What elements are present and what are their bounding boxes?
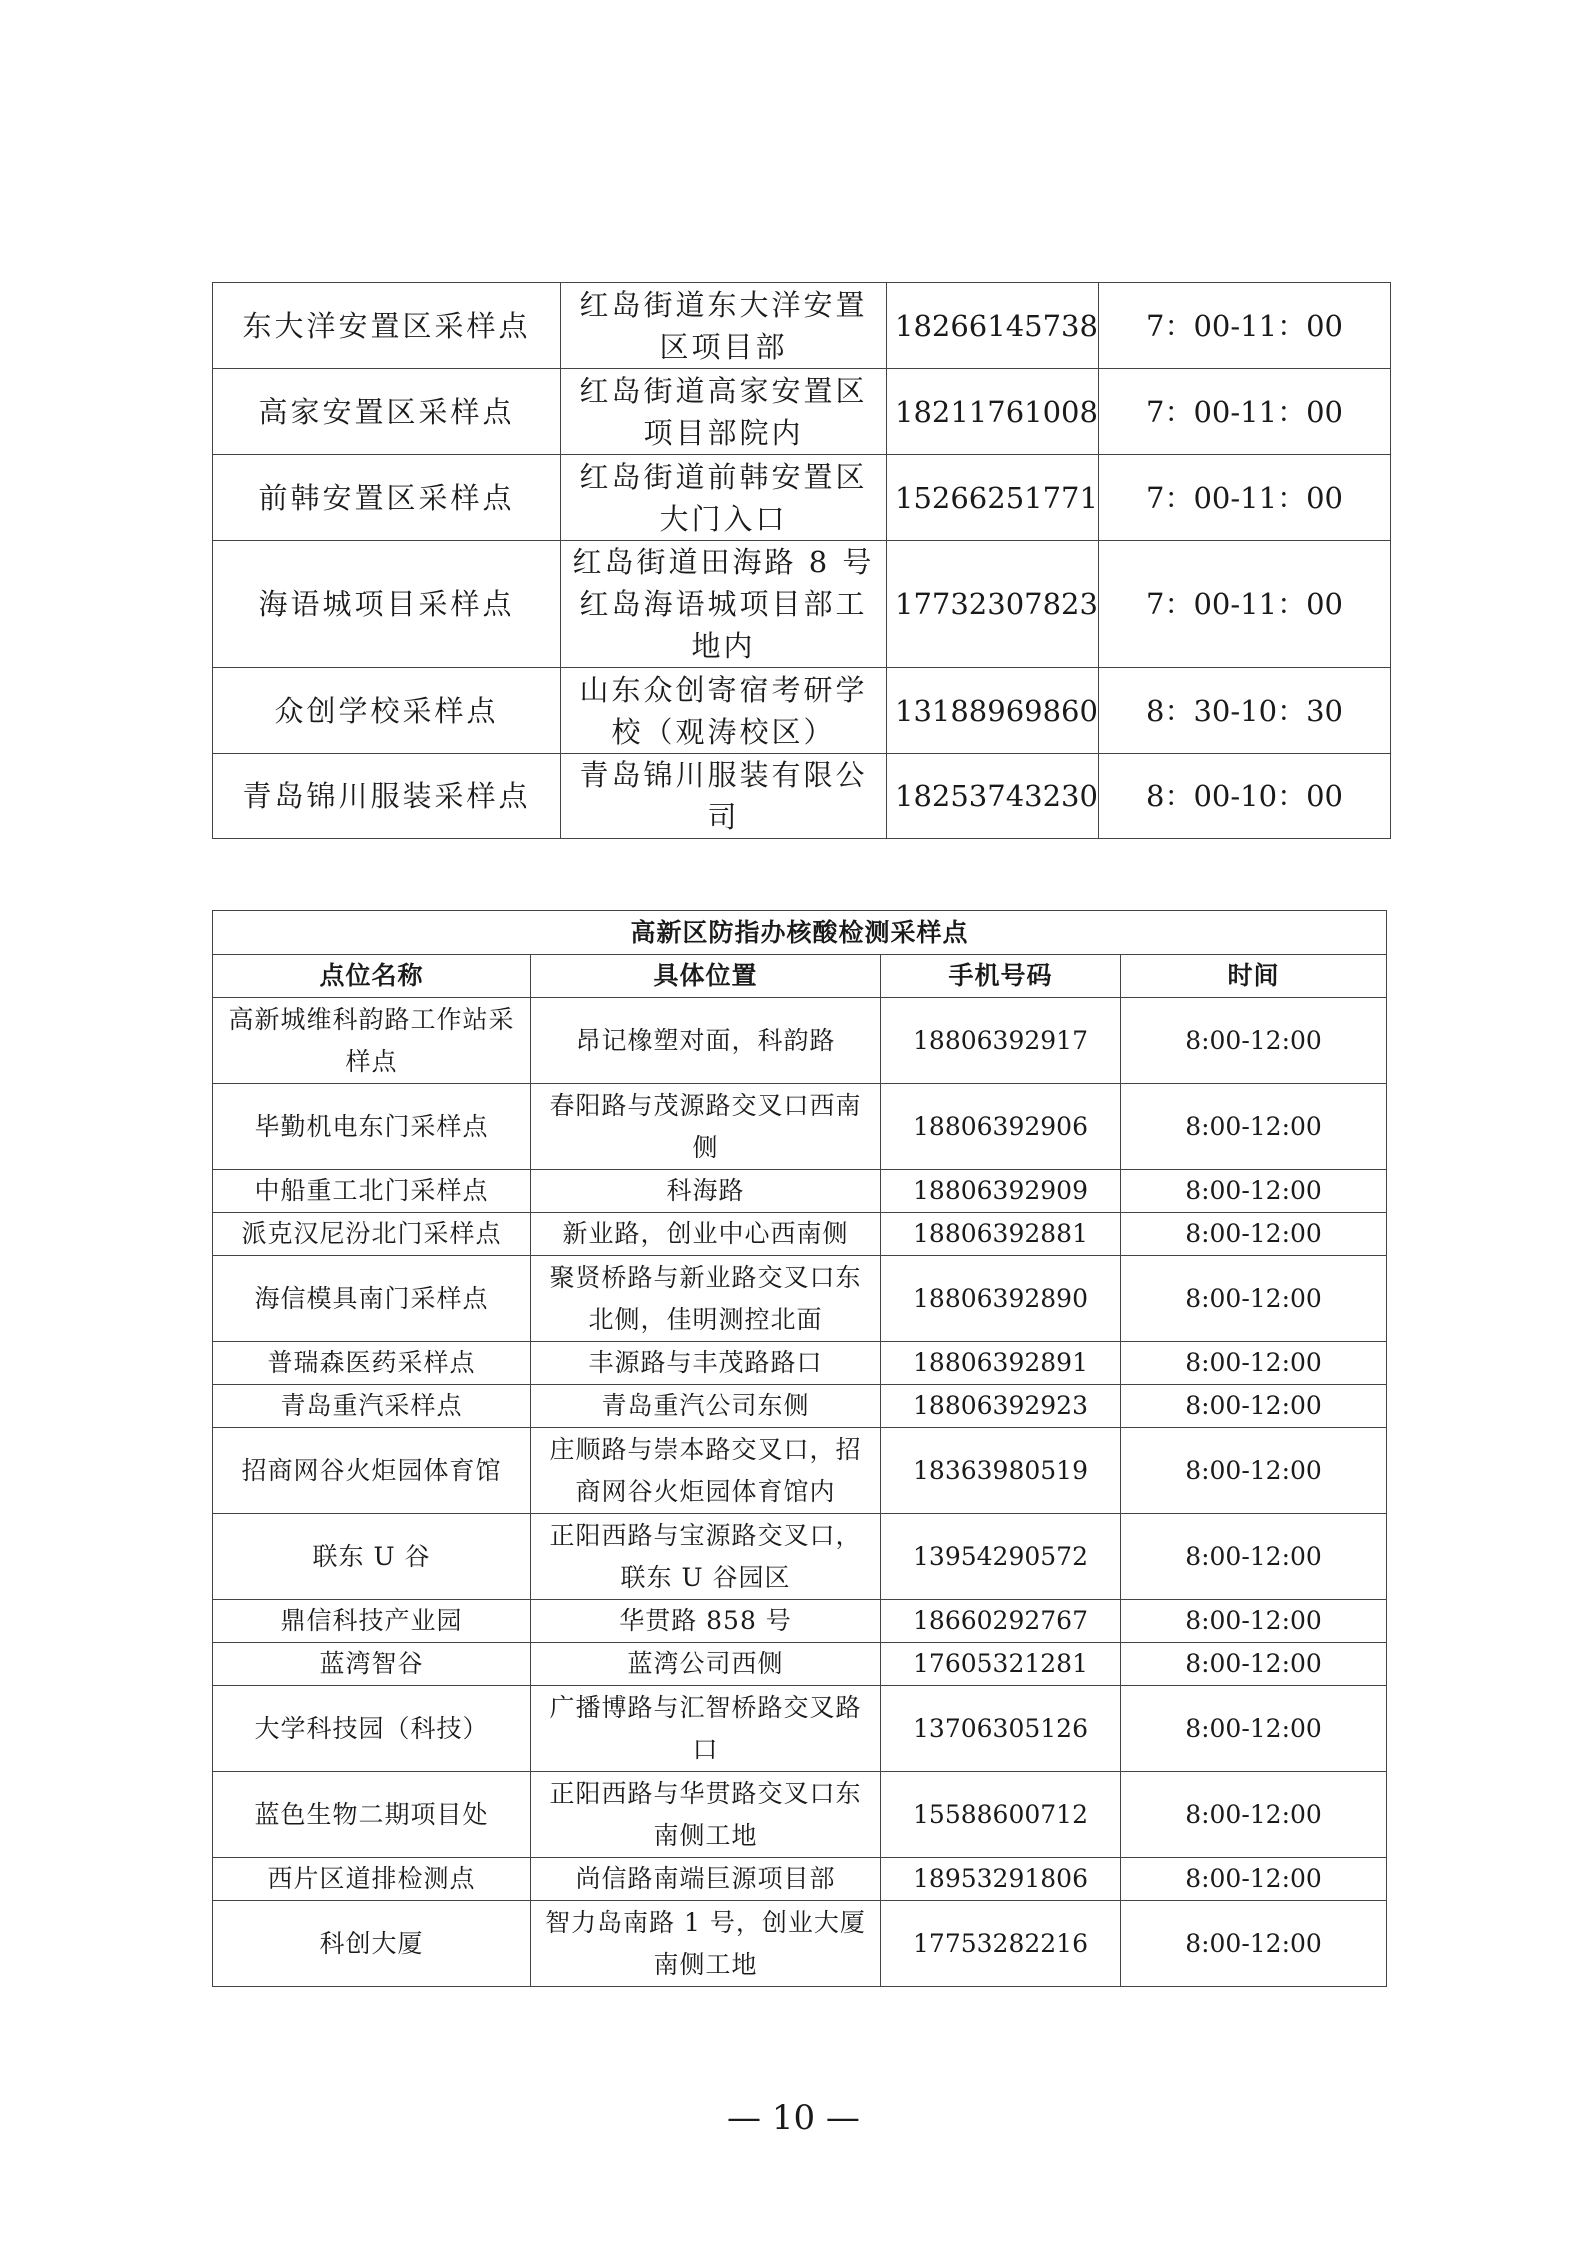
point-location: 红岛街道前韩安置区大门入口: [561, 455, 887, 541]
point-phone: 18806392881: [881, 1213, 1121, 1256]
point-time: 8：00-10：00: [1099, 754, 1391, 839]
point-location: 山东众创寄宿考研学校（观涛校区）: [561, 668, 887, 754]
sampling-points-table-continued: [212, 282, 1391, 839]
point-time: 8:00-12:00: [1121, 1428, 1387, 1514]
point-location: 尚信路南端巨源项目部: [531, 1858, 881, 1901]
point-location: 青岛重汽公司东侧: [531, 1385, 881, 1428]
point-name: 蓝色生物二期项目处: [213, 1772, 531, 1858]
point-phone: 13188969860: [887, 668, 1099, 754]
point-phone: 17753282216: [881, 1901, 1121, 1987]
table-row: [213, 455, 1391, 541]
table-row: [213, 1342, 1387, 1385]
column-header-time: 时间: [1121, 955, 1387, 998]
point-name: 东大洋安置区采样点: [213, 283, 561, 369]
point-location: 庄顺路与崇本路交叉口，招商网谷火炬园体育馆内: [531, 1428, 881, 1514]
point-location: 丰源路与丰茂路路口: [531, 1342, 881, 1385]
column-header-location: 具体位置: [531, 955, 881, 998]
page-number: — 10 —: [727, 2098, 860, 2138]
point-location: 华贯路 858 号: [531, 1600, 881, 1643]
point-name: 毕勤机电东门采样点: [213, 1084, 531, 1170]
point-location: 昂记橡塑对面，科韵路: [531, 998, 881, 1084]
table-row: [213, 1170, 1387, 1213]
point-phone: 18806392923: [881, 1385, 1121, 1428]
point-name: 联东 U 谷: [213, 1514, 531, 1600]
point-phone: 18660292767: [881, 1600, 1121, 1643]
point-location: 正阳西路与宝源路交叉口，联东 U 谷园区: [531, 1514, 881, 1600]
table-header-row: [213, 955, 1387, 998]
point-phone: 18253743230: [887, 754, 1099, 839]
point-time: 8:00-12:00: [1121, 998, 1387, 1084]
point-location: 广播博路与汇智桥路交叉路口: [531, 1686, 881, 1772]
point-phone: 15266251771: [887, 455, 1099, 541]
point-name: 高新城维科韵路工作站采样点: [213, 998, 531, 1084]
point-location: 蓝湾公司西侧: [531, 1643, 881, 1686]
point-name: 科创大厦: [213, 1901, 531, 1987]
table-title-row: [213, 911, 1387, 955]
point-time: 8:00-12:00: [1121, 1686, 1387, 1772]
table-row: [213, 369, 1391, 455]
point-name: 招商网谷火炬园体育馆: [213, 1428, 531, 1514]
point-name: 西片区道排检测点: [213, 1858, 531, 1901]
point-name: 中船重工北门采样点: [213, 1170, 531, 1213]
point-phone: 18953291806: [881, 1858, 1121, 1901]
point-time: 8:00-12:00: [1121, 1643, 1387, 1686]
hitech-zone-sampling-points-table: [212, 910, 1387, 1987]
point-time: 8：30-10：30: [1099, 668, 1391, 754]
point-phone: 18806392890: [881, 1256, 1121, 1342]
table-row: [213, 541, 1391, 668]
point-phone: 18806392917: [881, 998, 1121, 1084]
point-name: 海信模具南门采样点: [213, 1256, 531, 1342]
point-name: 前韩安置区采样点: [213, 455, 561, 541]
table-row: [213, 1858, 1387, 1901]
point-name: 鼎信科技产业园: [213, 1600, 531, 1643]
point-time: 8:00-12:00: [1121, 1901, 1387, 1987]
point-time: 8:00-12:00: [1121, 1514, 1387, 1600]
point-time: 8:00-12:00: [1121, 1772, 1387, 1858]
point-name: 众创学校采样点: [213, 668, 561, 754]
column-header-phone: 手机号码: [881, 955, 1121, 998]
point-time: 7：00-11：00: [1099, 541, 1391, 668]
point-phone: 18266145738: [887, 283, 1099, 369]
point-time: 8:00-12:00: [1121, 1084, 1387, 1170]
table-row: [213, 1514, 1387, 1600]
point-time: 7：00-11：00: [1099, 369, 1391, 455]
point-time: 7：00-11：00: [1099, 283, 1391, 369]
point-phone: 18806392909: [881, 1170, 1121, 1213]
point-phone: 17605321281: [881, 1643, 1121, 1686]
table-row: [213, 1686, 1387, 1772]
point-phone: 13706305126: [881, 1686, 1121, 1772]
point-time: 8:00-12:00: [1121, 1385, 1387, 1428]
point-name: 高家安置区采样点: [213, 369, 561, 455]
point-phone: 17732307823: [887, 541, 1099, 668]
point-phone: 18363980519: [881, 1428, 1121, 1514]
point-name: 普瑞森医药采样点: [213, 1342, 531, 1385]
table-row: [213, 1256, 1387, 1342]
point-location: 正阳西路与华贯路交叉口东南侧工地: [531, 1772, 881, 1858]
point-location: 新业路，创业中心西南侧: [531, 1213, 881, 1256]
table-row: [213, 1600, 1387, 1643]
point-name: 青岛重汽采样点: [213, 1385, 531, 1428]
point-name: 大学科技园（科技）: [213, 1686, 531, 1772]
point-time: 8:00-12:00: [1121, 1170, 1387, 1213]
point-location: 红岛街道东大洋安置区项目部: [561, 283, 887, 369]
table-row: [213, 1428, 1387, 1514]
column-header-name: 点位名称: [213, 955, 531, 998]
point-location: 春阳路与茂源路交叉口西南侧: [531, 1084, 881, 1170]
point-location: 红岛街道高家安置区项目部院内: [561, 369, 887, 455]
point-location: 红岛街道田海路 8 号红岛海语城项目部工地内: [561, 541, 887, 668]
table-row: [213, 754, 1391, 839]
point-time: 8:00-12:00: [1121, 1600, 1387, 1643]
table-row: [213, 283, 1391, 369]
point-phone: 18211761008: [887, 369, 1099, 455]
point-time: 8:00-12:00: [1121, 1256, 1387, 1342]
table-row: [213, 1772, 1387, 1858]
point-time: 8:00-12:00: [1121, 1858, 1387, 1901]
point-phone: 18806392891: [881, 1342, 1121, 1385]
point-phone: 13954290572: [881, 1514, 1121, 1600]
point-name: 青岛锦川服装采样点: [213, 754, 561, 839]
point-location: 青岛锦川服装有限公司: [561, 754, 887, 839]
point-location: 智力岛南路 1 号，创业大厦南侧工地: [531, 1901, 881, 1987]
table-row: [213, 668, 1391, 754]
table-row: [213, 998, 1387, 1084]
point-time: 7：00-11：00: [1099, 455, 1391, 541]
table-row: [213, 1901, 1387, 1987]
point-name: 海语城项目采样点: [213, 541, 561, 668]
point-name: 派克汉尼汾北门采样点: [213, 1213, 531, 1256]
point-time: 8:00-12:00: [1121, 1342, 1387, 1385]
table-row: [213, 1643, 1387, 1686]
point-location: 聚贤桥路与新业路交叉口东北侧，佳明测控北面: [531, 1256, 881, 1342]
point-time: 8:00-12:00: [1121, 1213, 1387, 1256]
point-location: 科海路: [531, 1170, 881, 1213]
table-title: 高新区防指办核酸检测采样点: [213, 911, 1387, 955]
point-name: 蓝湾智谷: [213, 1643, 531, 1686]
table-row: [213, 1213, 1387, 1256]
point-phone: 18806392906: [881, 1084, 1121, 1170]
point-phone: 15588600712: [881, 1772, 1121, 1858]
table-row: [213, 1084, 1387, 1170]
table-row: [213, 1385, 1387, 1428]
